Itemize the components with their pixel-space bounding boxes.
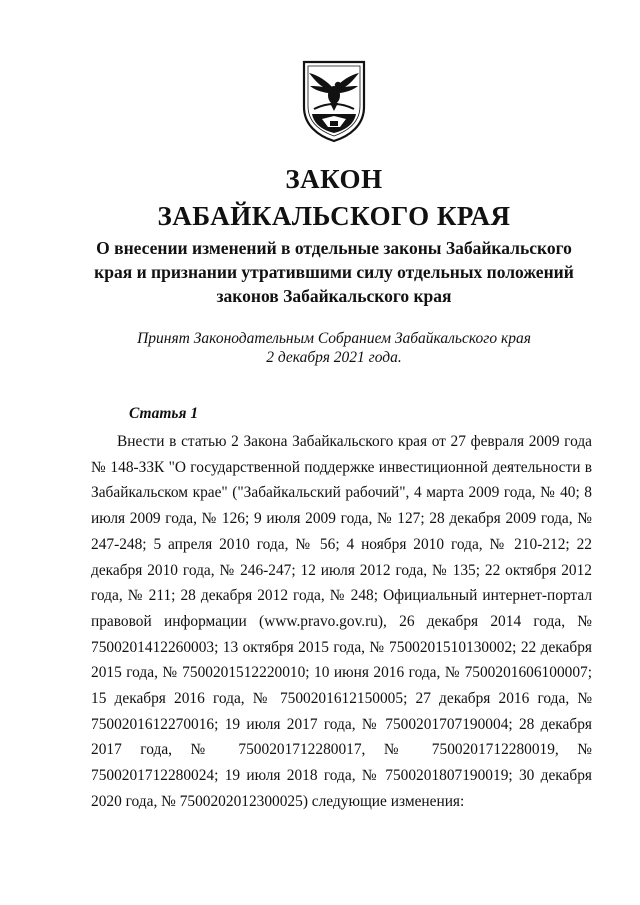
- law-title: ЗАКОН: [285, 164, 383, 194]
- adoption-line-1: Принят Законодательным Собранием Забайкальского края: [137, 330, 531, 347]
- article-heading: Статья 1: [129, 405, 199, 422]
- law-subtitle: О внесении изменений в отдельные законы Забайкальского края и признании утратившими силу отдельных положений законов Забайкальского края: [94, 238, 574, 306]
- article-text: Внести в статью 2 Закона Забайкальского края от 27 февраля 2009 года № 148-ЗЗК "О государственной поддержке инвестиционной деятельности в Забайкальском крае" ("Забайкальский рабочий", 4 марта 2009 года, № 40; 8 июля 2009 года, № 126; 9 июля 2009 года, № 127; 28 декабря 2009 года, № 247-248; 5 апреля 2010 года, № 56; 4 ноября 2010 года, № 210-212; 22 декабря 2010 года, № 246-247; 12 июля 2012 года, № 135; 22 октября 2012 года, № 211; 28 декабря 2012 года, № 248; Официальный интернет-портал правовой информации (www.pravo.gov.ru), 26 декабря 2014 года, № 7500201412260003; 13 октября 2015 года, № 7500201510130002; 22 декабря 2015 года, № 7500201512220010; 10 июня 2016 года, № 7500201606100007; 15 декабря 2016 года, № 7500201612150005; 27 декабря 2016 года, № 7500201612270016; 19 июля 2017 года, № 7500201707190004; 28 декабря 2017 года, № 7500201712280017, № 7500201712280019, № 7500201712280024; 19 июля 2018 года, № 7500201807190019; 30 декабря 2020 года, № 7500202012300025) следующие изменения:: [91, 433, 592, 810]
- law-region-title: ЗАБАЙКАЛЬСКОГО КРАЯ: [157, 201, 511, 231]
- coat-of-arms-icon: [300, 59, 368, 143]
- adoption-note: [90, 329, 578, 367]
- adoption-date: 2 декабря 2021 года.: [266, 349, 402, 366]
